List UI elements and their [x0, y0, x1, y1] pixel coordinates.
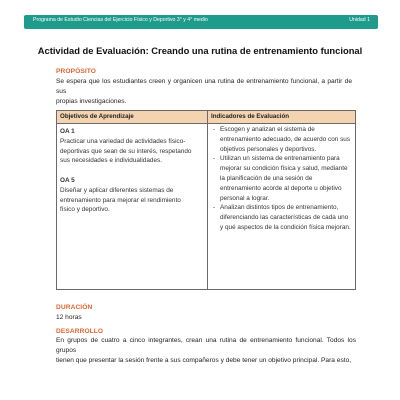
- oa1-cell: [60, 127, 204, 166]
- proposito-text: [56, 77, 352, 107]
- table-header-indicadores: Indicadores de Evaluación: [211, 113, 290, 120]
- indicator-line: y qué aspectos de la condición física mejoran.: [220, 223, 351, 231]
- desarrollo-line: tienen que presentar la sesión frente a sus compañeros y debe tener un objetivo principal. Para esto,: [56, 357, 352, 364]
- oa5-line: entrenamiento para mejorar el rendimiento: [60, 196, 181, 204]
- column-divider: [207, 111, 208, 289]
- dash-bullet-icon: -: [213, 204, 216, 212]
- proposito-line: Se espera que los estudiantes creen y organicen una rutina de entrenamiento funcional, a partir de sus: [56, 78, 352, 95]
- indicator-item: [213, 154, 353, 203]
- dash-bullet-icon: -: [213, 126, 216, 133]
- indicator-line: diferenciando las características de cada uno: [220, 214, 349, 222]
- oa5-line: Diseñar y aplicar diferentes sistemas de: [60, 186, 174, 194]
- indicators-cell: [213, 125, 353, 233]
- dash-bullet-icon: -: [213, 155, 216, 163]
- oa5-cell: [60, 176, 204, 215]
- oa1-line: deportivas que sean de su interés, respetando: [60, 147, 192, 155]
- indicator-item: [213, 203, 353, 232]
- oa1-line: sus necesidades e individualidades.: [60, 157, 162, 165]
- objectives-table: [56, 110, 356, 290]
- indicator-line: mejorar su condición física y salud, mediante: [220, 165, 348, 173]
- indicator-line: objetivos personales y deportivos.: [220, 145, 317, 153]
- indicator-line: Analizan distintos tipos de entrenamiento,: [220, 204, 339, 212]
- proposito-line: propias investigaciones.: [56, 98, 127, 105]
- desarrollo-text: [56, 336, 356, 366]
- header-unit-label: Unidad 1: [349, 17, 370, 23]
- oa1-line: Practicar una variedad de actividades físico-: [60, 137, 186, 145]
- indicator-line: Utilizan un sistema de entrenamiento para: [220, 155, 340, 163]
- indicator-line: entrenamiento acorde al deporte u objetivo: [220, 184, 342, 192]
- oa5-line: físico y deportivo.: [60, 206, 110, 214]
- page-title: Actividad de Evaluación: Creando una rutina de entrenamiento funcional: [37, 45, 363, 56]
- indicator-line: Escogen y analizan el sistema de: [220, 126, 315, 133]
- oa5-label: OA 5: [60, 177, 75, 184]
- indicator-line: entrenamiento adecuado, de acuerdo con sus: [220, 135, 351, 143]
- indicator-line: la planificación de una sesión de: [220, 174, 313, 182]
- header-program-name: Programa de Estudio Ciencias del Ejercicio Físico y Deportivo 3° y 4° medio: [33, 17, 208, 23]
- indicator-item: [213, 125, 353, 154]
- table-header-objetivos: Objetivos de Aprendizaje: [60, 113, 134, 120]
- desarrollo-heading: DESARROLLO: [56, 328, 104, 335]
- duracion-value: 12 horas: [56, 314, 82, 321]
- oa1-label: OA 1: [60, 128, 75, 135]
- proposito-heading: PROPÓSITO: [56, 68, 96, 75]
- desarrollo-line: En grupos de cuatro a cinco integrantes, crean una rutina de entrenamiento funcional. Todos los grupos: [56, 337, 356, 354]
- duracion-heading: DURACIÓN: [56, 304, 93, 311]
- indicator-line: personal a lograr.: [220, 194, 270, 202]
